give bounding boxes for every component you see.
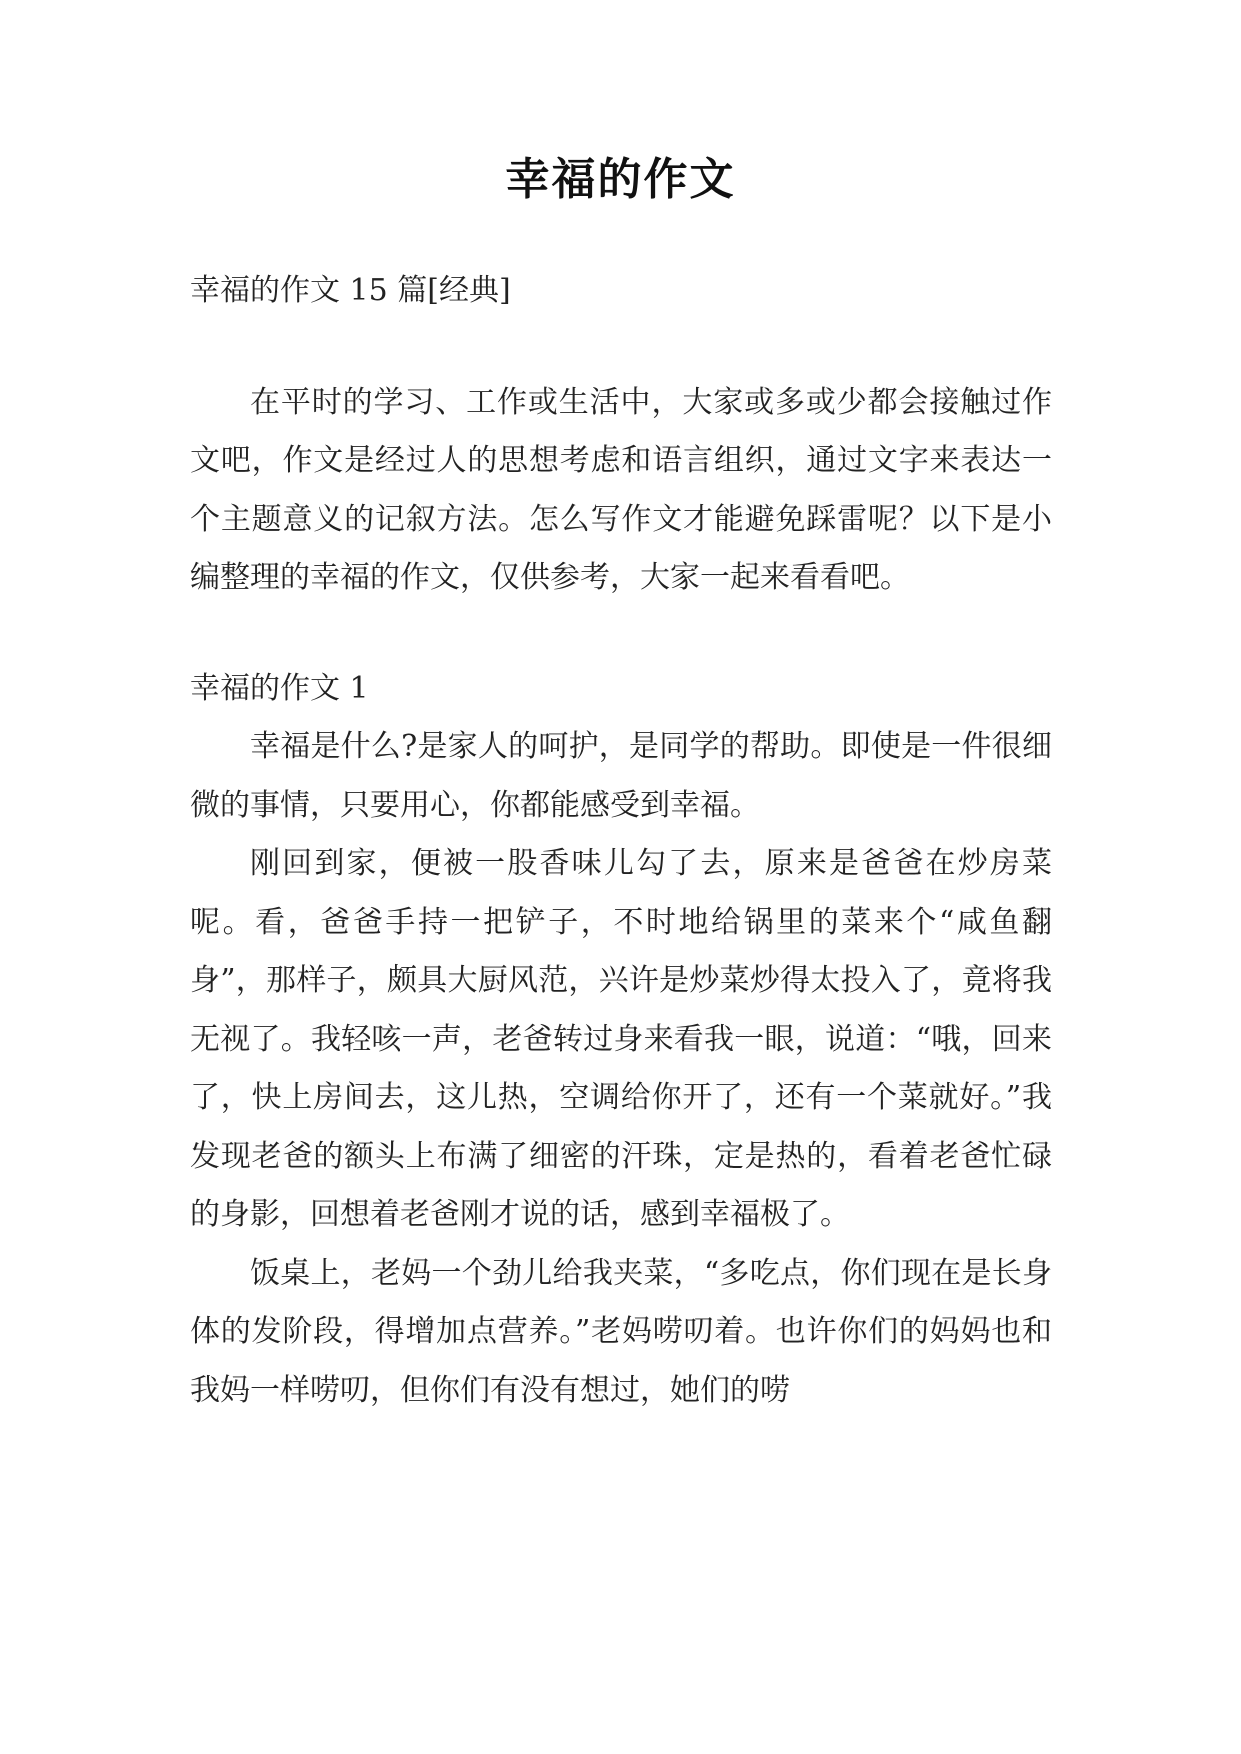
section-heading: 幸福的作文 1 (190, 670, 369, 706)
document-body (190, 262, 1052, 1420)
body-paragraph-1: 幸福是什么?是家人的呵护，是同学的帮助。即使是一件很细微的事情，只要用心，你都能感受到幸福。 (190, 729, 1052, 823)
body-paragraph-2: 刚回到家，便被一股香味儿勾了去，原来是爸爸在炒房菜呢。看，爸爸手持一把铲子，不时地给锅里的菜来个“咸鱼翻身”，那样子，颇具大厨风范，兴许是炒菜炒得太投入了，竟将我无视了。我轻咳一声，老爸转过身来看我一眼，说道：“哦，回来了，快上房间去，这儿热，空调给你开了，还有一个菜就好。”我发现老爸的额头上布满了细密的汗珠，定是热的，看着老爸忙碌的身影，回想着老爸刚才说的话，感到幸福极了。 (190, 846, 1052, 1232)
document-title: 幸福的作文 (505, 154, 736, 205)
intro-paragraph: 在平时的学习、工作或生活中，大家或多或少都会接触过作文吧，作文是经过人的思想考虑和语言组织，通过文字来表达一个主题意义的记叙方法。怎么写作文才能避免踩雷呢？以下是小编整理的幸福的作文，仅供参考，大家一起来看看吧。 (190, 384, 1052, 595)
document-subtitle: 幸福的作文 15 篇[经典] (190, 273, 511, 308)
body-paragraph-3: 饭桌上，老妈一个劲儿给我夹菜，“多吃点，你们现在是长身体的发阶段，得增加点营养。”老妈唠叨着。也许你们的妈妈也和我妈一样唠叨，但你们有没有想过，她们的唠 (190, 1255, 1052, 1408)
